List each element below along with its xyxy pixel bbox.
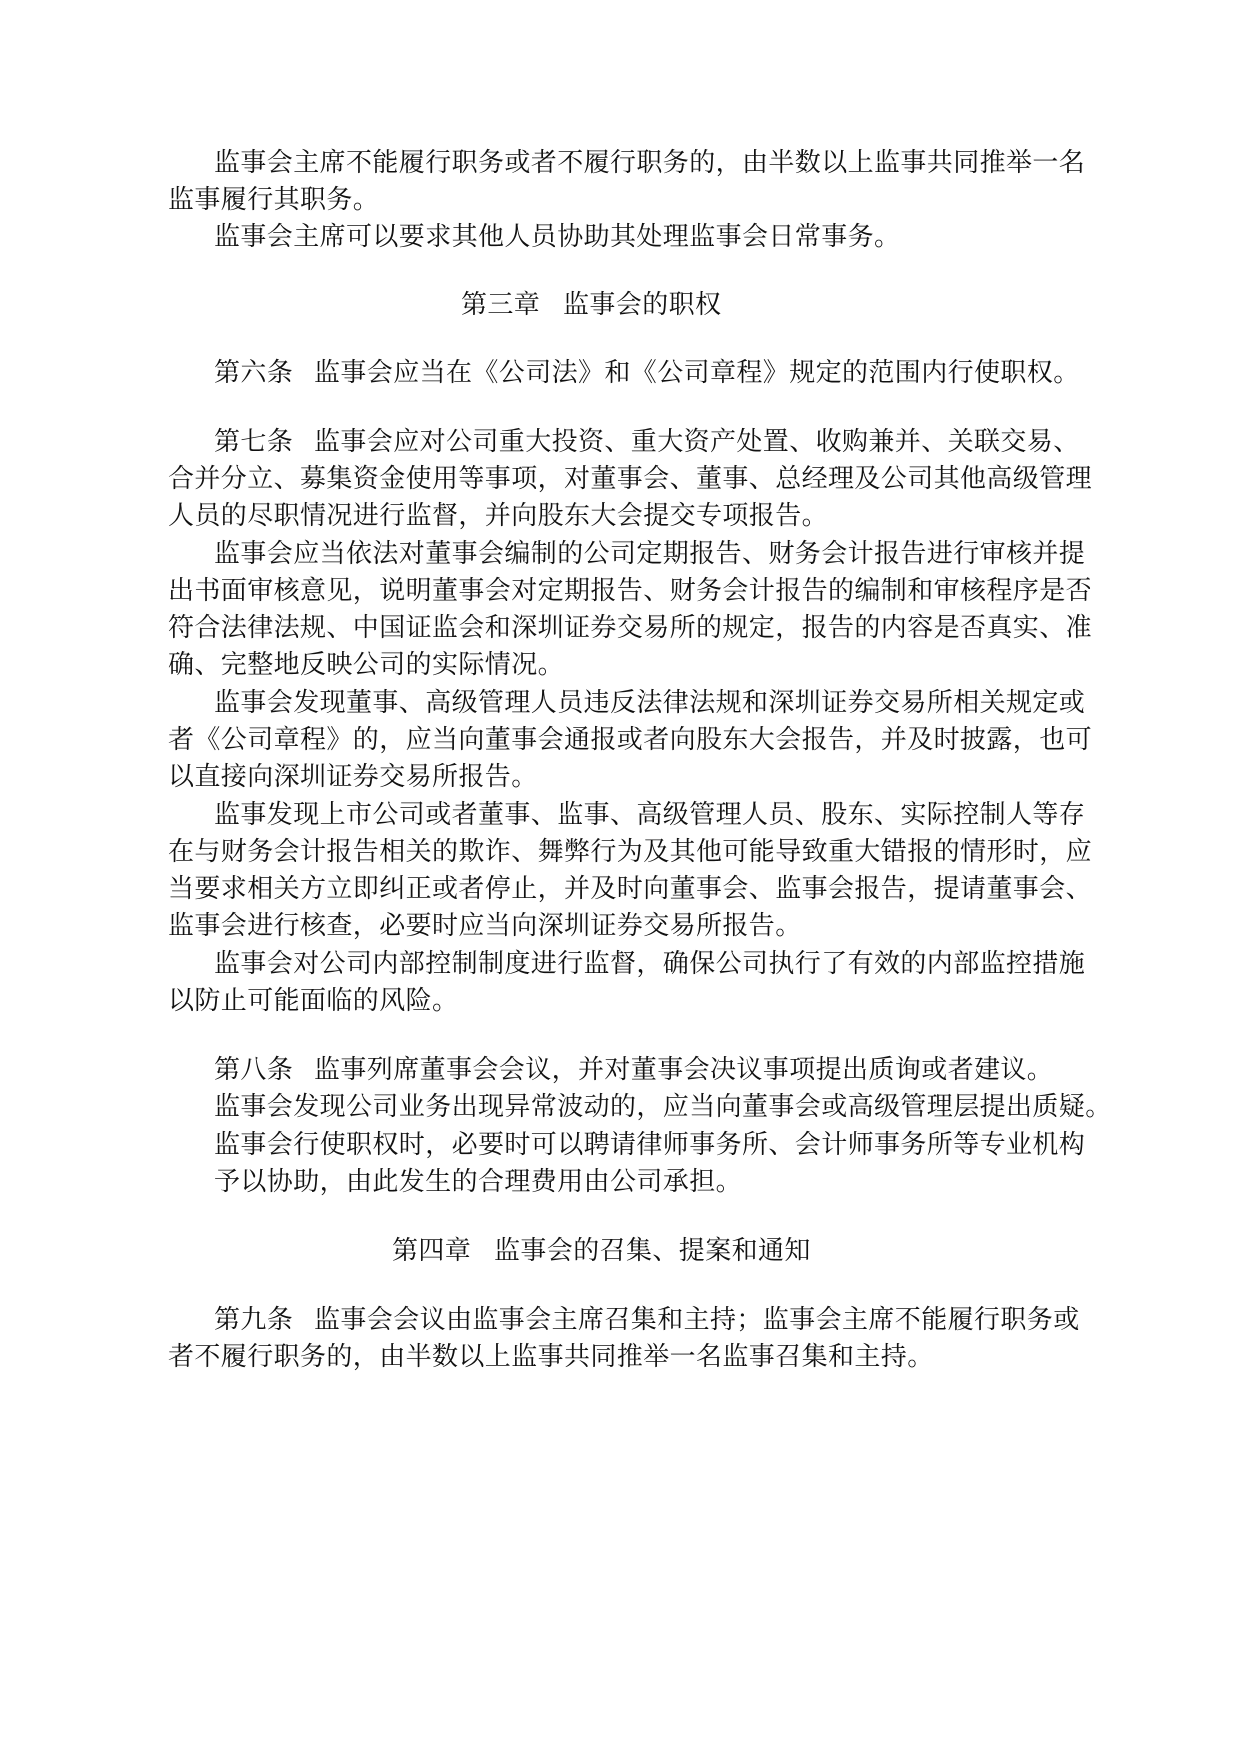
chapter-title: 监事会的召集、提案和通知 [494, 1236, 811, 1266]
paragraph-line: 监事会进行核查，必要时应当向深圳证券交易所报告。 [168, 911, 802, 941]
paragraph-line: 人员的尽职情况进行监督，并向股东大会提交专项报告。 [168, 501, 829, 531]
chapter-title: 监事会的职权 [563, 290, 722, 320]
paragraph-line: 符合法律法规、中国证监会和深圳证券交易所的规定，报告的内容是否真实、准 [168, 613, 1093, 643]
paragraph-line: 合并分立、募集资金使用等事项，对董事会、董事、总经理及公司其他高级管理 [168, 464, 1093, 494]
paragraph-line: 监事会主席不能履行职务或者不履行职务的，由半数以上监事共同推举一名 [214, 148, 1086, 178]
paragraph-line: 监事会会议由监事会主席召集和主持；监事会主席不能履行职务或 [314, 1305, 1080, 1335]
paragraph-line: 监事会行使职权时，必要时可以聘请律师事务所、会计师事务所等专业机构 [214, 1130, 1086, 1160]
paragraph-line: 出书面审核意见，说明董事会对定期报告、财务会计报告的编制和审核程序是否 [168, 576, 1093, 606]
paragraph-line: 监事会应当依法对董事会编制的公司定期报告、财务会计报告进行审核并提 [214, 539, 1086, 569]
paragraph-line: 监事履行其职务。 [168, 185, 380, 215]
paragraph-line: 监事会应对公司重大投资、重大资产处置、收购兼并、关联交易、 [314, 427, 1080, 457]
paragraph-line: 者《公司章程》的，应当向董事会通报或者向股东大会报告，并及时披露，也可 [168, 725, 1093, 755]
paragraph-line: 以防止可能面临的风险。 [168, 986, 459, 1016]
article-number: 第七条 [214, 427, 294, 457]
article-number: 第六条 [214, 358, 294, 388]
paragraph-line: 监事发现上市公司或者董事、监事、高级管理人员、股东、实际控制人等存 [214, 800, 1086, 830]
paragraph-line: 监事会发现董事、高级管理人员违反法律法规和深圳证券交易所相关规定或 [214, 688, 1086, 718]
article-number: 第八条 [214, 1055, 294, 1085]
paragraph-line: 在与财务会计报告相关的欺诈、舞弊行为及其他可能导致重大错报的情形时，应 [168, 837, 1093, 867]
article-number: 第九条 [214, 1305, 294, 1335]
paragraph-line: 监事会对公司内部控制制度进行监督，确保公司执行了有效的内部监控措施 [214, 949, 1086, 979]
paragraph-line: 监事会发现公司业务出现异常波动的，应当向董事会或高级管理层提出质疑。 [214, 1092, 1112, 1122]
paragraph-line: 以直接向深圳证券交易所报告。 [168, 762, 538, 792]
paragraph-line: 当要求相关方立即纠正或者停止，并及时向董事会、监事会报告，提请董事会、 [168, 874, 1093, 904]
paragraph-line: 监事列席董事会会议，并对董事会决议事项提出质询或者建议。 [314, 1055, 1054, 1085]
chapter-number: 第四章 [392, 1236, 472, 1266]
paragraph-line: 确、完整地反映公司的实际情况。 [168, 650, 565, 680]
paragraph-line: 监事会应当在《公司法》和《公司章程》规定的范围内行使职权。 [314, 358, 1080, 388]
paragraph-line: 监事会主席可以要求其他人员协助其处理监事会日常事务。 [214, 222, 901, 252]
paragraph-line: 者不履行职务的，由半数以上监事共同推举一名监事召集和主持。 [168, 1342, 934, 1372]
paragraph-line: 予以协助，由此发生的合理费用由公司承担。 [214, 1167, 743, 1197]
chapter-number: 第三章 [461, 290, 541, 320]
